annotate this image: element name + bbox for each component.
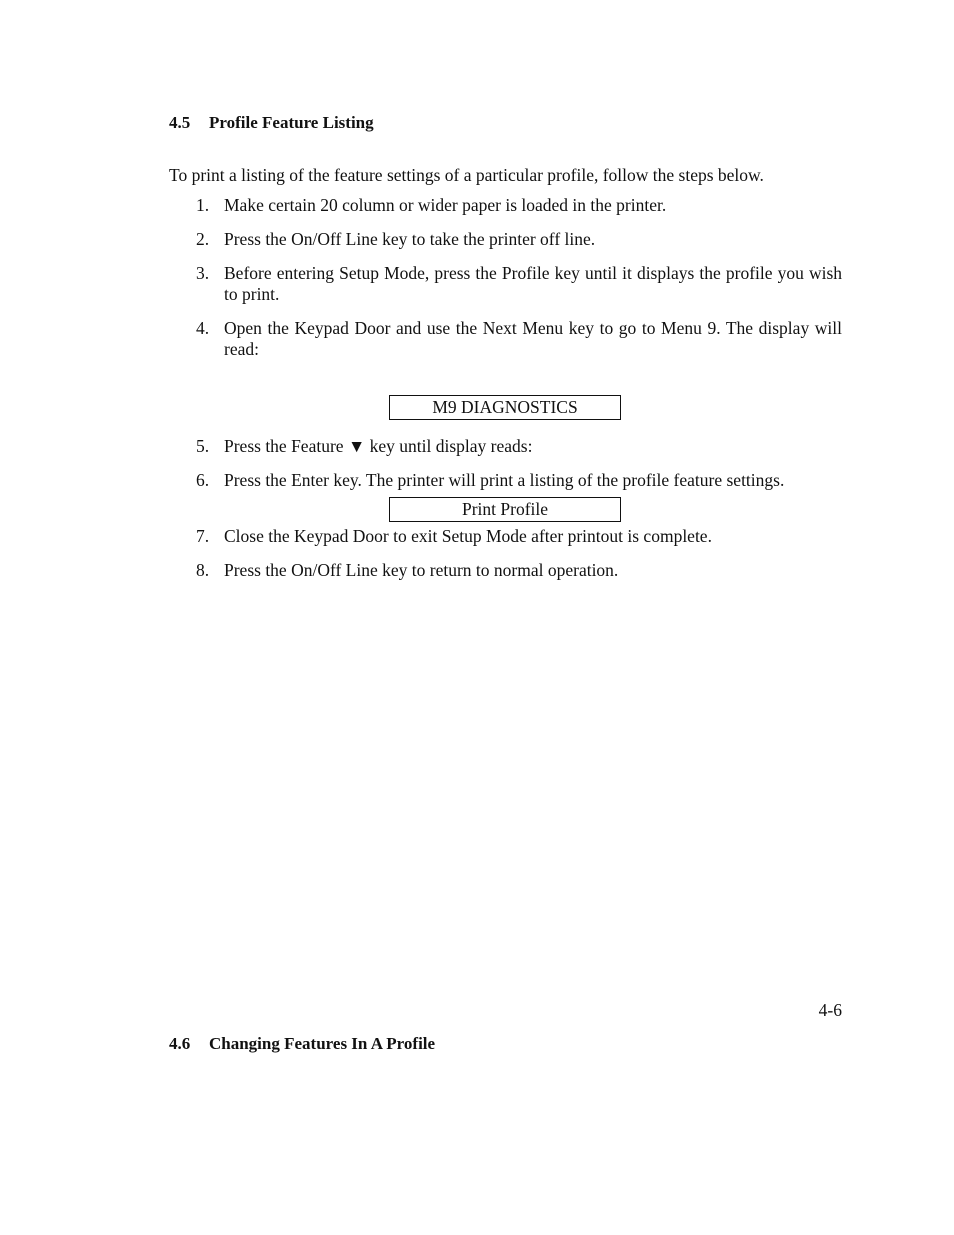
list-item xyxy=(196,470,842,491)
list-item xyxy=(196,318,842,360)
list-item xyxy=(196,436,842,457)
section-number: 4.6 xyxy=(169,1034,191,1053)
step-text xyxy=(224,436,842,457)
page-number: 4-6 xyxy=(818,1000,842,1020)
section-heading-4-6 xyxy=(169,1034,435,1054)
step-text: Press the Enter key. The printer will print a listing of the profile feature settings. xyxy=(224,470,785,490)
step-text: Before entering Setup Mode, press the Profile key until it displays the profile you wish to print. xyxy=(224,263,842,304)
intro-paragraph: To print a listing of the feature settings of a particular profile, follow the steps below. xyxy=(169,165,764,185)
step-text: Press the On/Off Line key to return to normal operation. xyxy=(224,560,619,580)
step-number: 1. xyxy=(196,195,210,215)
list-item xyxy=(196,195,842,216)
step-text-before: Press the Feature xyxy=(224,436,348,456)
section-number: 4.5 xyxy=(169,113,191,132)
step-number: 3. xyxy=(196,263,210,283)
step-text: Press the On/Off Line key to take the printer off line. xyxy=(224,229,596,249)
list-item xyxy=(196,263,842,305)
section-title: Profile Feature Listing xyxy=(209,113,374,132)
display-box-menu9: M9 DIAGNOSTICS xyxy=(389,395,621,420)
step-text: Close the Keypad Door to exit Setup Mode after printout is complete. xyxy=(224,526,712,546)
list-item xyxy=(196,526,842,547)
down-arrow-icon: ▼ xyxy=(347,436,366,456)
step-number: 2. xyxy=(196,229,210,249)
list-item xyxy=(196,560,842,581)
step-number: 4. xyxy=(196,318,210,338)
step-number: 5. xyxy=(196,436,210,456)
step-number: 8. xyxy=(196,560,210,580)
step-text: Make certain 20 column or wider paper is loaded in the printer. xyxy=(224,195,667,215)
step-number: 6. xyxy=(196,470,210,490)
step-text: Open the Keypad Door and use the Next Menu key to go to Menu 9. The display will read: xyxy=(224,318,842,359)
section-heading-4-5 xyxy=(169,113,374,133)
step-number: 7. xyxy=(196,526,210,546)
display-box-print-profile: Print Profile xyxy=(389,497,621,522)
step-text-after: key until display reads: xyxy=(365,436,533,456)
list-item xyxy=(196,229,842,250)
section-title: Changing Features In A Profile xyxy=(209,1034,436,1053)
